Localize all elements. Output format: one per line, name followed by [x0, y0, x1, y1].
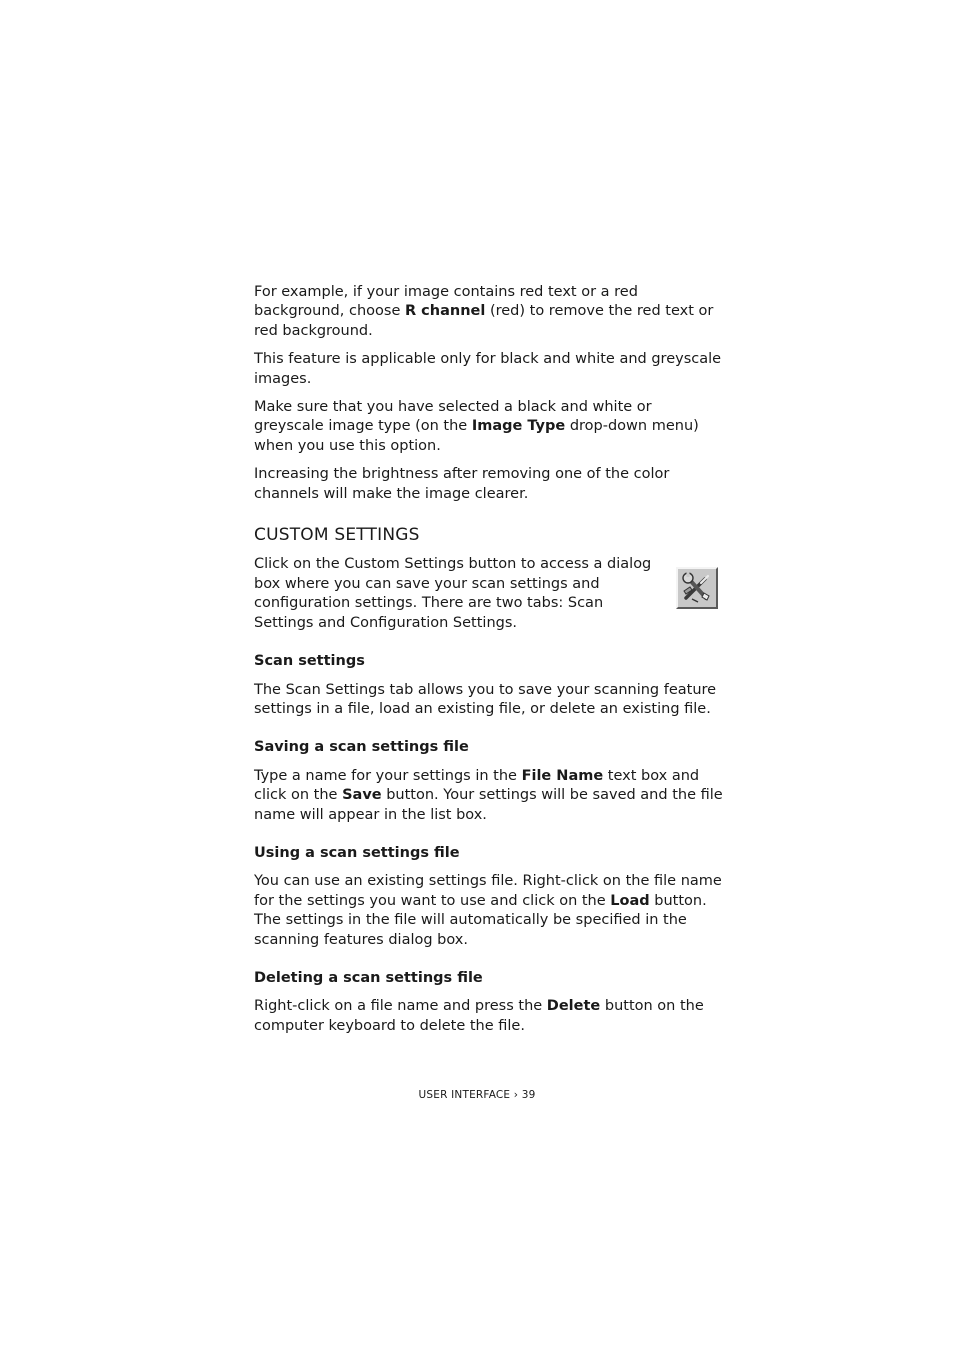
saving-text: [254, 767, 724, 825]
page-body: [254, 283, 724, 1045]
text-run: button. The settings in the file will automatically be specified in the scanning features dialog box.: [254, 892, 707, 948]
text-run: button. Your settings will be saved and the file name will appear in the list box.: [254, 787, 723, 823]
deleting-heading: Deleting a scan settings file: [254, 969, 483, 986]
custom-settings-block: [254, 555, 724, 633]
custom-settings-text: Click on the Custom Settings button to access a dialog box where you can save your scan settings and configuration settings. There are two tabs: Scan Settings and Configuration Settings.: [254, 556, 652, 631]
using-heading: Using a scan settings file: [254, 844, 460, 861]
text-run: button on the computer keyboard to delete the file.: [254, 998, 704, 1034]
deleting-text: [254, 997, 724, 1036]
intro-paragraph-brightness: Increasing the brightness after removing one of the color channels will make the image clearer.: [254, 466, 670, 502]
scan-settings-text: The Scan Settings tab allows you to save your scanning feature settings in a file, load an existing file, or delete an existing file.: [254, 681, 717, 717]
saving-heading: Saving a scan settings file: [254, 739, 469, 756]
scan-settings-heading: Scan settings: [254, 653, 365, 670]
intro-paragraph-image-type: [254, 398, 724, 456]
text-run: Right-click on a file name and press the: [254, 998, 547, 1015]
using-text: [254, 872, 724, 950]
tools-icon-graphic: [678, 569, 716, 607]
text-run: Make sure that you have selected a black and white or greyscale image type (on the: [254, 399, 652, 435]
text-run: (red) to remove the red text or red background.: [254, 303, 714, 339]
bold-term-delete: Delete: [546, 998, 601, 1015]
text-run: drop-down menu) when you use this option.: [254, 418, 699, 454]
bold-term-load: Load: [610, 892, 650, 909]
intro-paragraph-red-channel: [254, 283, 724, 341]
bold-term-image-type: Image Type: [471, 418, 566, 435]
text-run: Type a name for your settings in the: [254, 767, 522, 784]
page-footer: USER INTERFACE › 39: [418, 1089, 536, 1101]
text-run: You can use an existing settings file. Right-click on the file name for the settings you want to use and click on the: [254, 873, 722, 909]
custom-settings-heading: CUSTOM SETTINGS: [254, 525, 420, 546]
bold-term-file-name: File Name: [521, 767, 604, 784]
custom-settings-tools-icon[interactable]: [676, 567, 718, 609]
text-run: For example, if your image contains red text or a red background, choose: [254, 284, 638, 320]
bold-term-save: Save: [342, 787, 382, 804]
text-run: text box and click on the: [254, 767, 700, 804]
bold-term-r-channel: R channel: [404, 303, 486, 320]
intro-paragraph-applicability: This feature is applicable only for black and white and greyscale images.: [254, 351, 722, 387]
